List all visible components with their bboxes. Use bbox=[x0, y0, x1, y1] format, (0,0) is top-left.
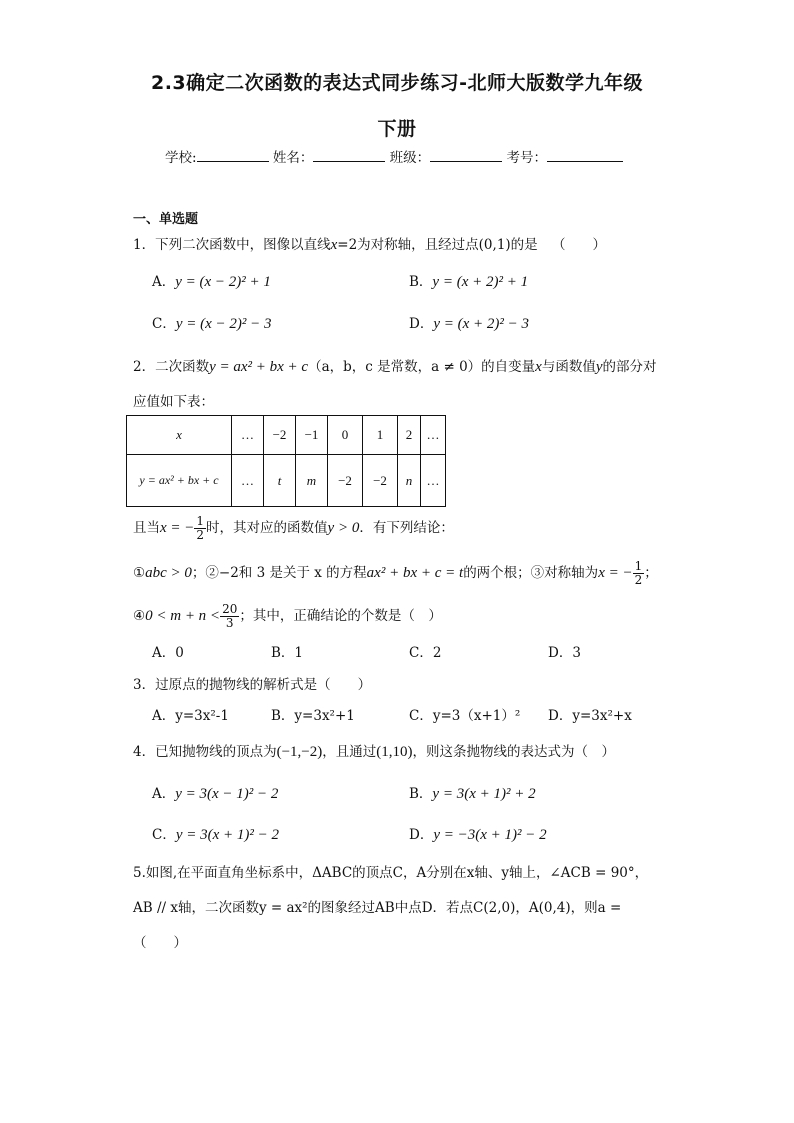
q4-option-b-label: B． bbox=[409, 786, 433, 802]
fraction-numerator: 20 bbox=[222, 602, 238, 616]
q1-option-d-label: D． bbox=[409, 316, 434, 332]
name-label: 姓名： bbox=[272, 150, 314, 166]
table-row-x bbox=[127, 416, 446, 455]
conclusion-2-text: ；②−2和 3 是关于 x 的方程 bbox=[191, 565, 367, 581]
section-heading: 一、单选题 bbox=[133, 212, 199, 227]
conclusion-3-text: 的两个根；③对称轴为 bbox=[463, 565, 599, 581]
q2-stem-text-d: 的部分对 bbox=[602, 359, 657, 375]
q1-option-b-expr: y = (x + 2)² + 1 bbox=[432, 274, 529, 290]
q5-answer-paren: （ ） bbox=[133, 935, 187, 951]
q1-option-c[interactable] bbox=[152, 312, 272, 333]
q2-option-a[interactable]: A．0 bbox=[152, 645, 184, 661]
table-cell: t bbox=[264, 455, 296, 507]
fraction-denominator: 3 bbox=[225, 616, 234, 630]
q4-option-b[interactable] bbox=[409, 782, 536, 803]
q1-option-b-label: B． bbox=[409, 274, 433, 290]
table-cell: … bbox=[232, 416, 264, 455]
q2-cond-x: x = − bbox=[160, 520, 195, 536]
fraction-denominator: 2 bbox=[634, 573, 643, 587]
table-cell: m bbox=[296, 455, 328, 507]
q3-option-c[interactable]: C．y=3（x+1）² bbox=[409, 708, 521, 724]
conclusion-3-x: x = − bbox=[598, 565, 633, 581]
q5-stem-line2: AB // x轴，二次函数y = ax²的图象经过AB中点D．若点C(2,0)，A(0,4)，则a = bbox=[133, 900, 622, 916]
conclusion-1-expr: abc > 0 bbox=[145, 565, 192, 581]
q4-option-d-label: D． bbox=[409, 827, 434, 843]
name-blank[interactable] bbox=[313, 149, 385, 162]
conclusion-3-end: ； bbox=[644, 565, 658, 581]
table-cell: −2 bbox=[363, 455, 398, 507]
student-info-line bbox=[165, 146, 623, 166]
table-header-x: x bbox=[127, 416, 232, 455]
conclusion-4-fraction bbox=[220, 603, 239, 630]
q3-stem: 3．过原点的抛物线的解析式是（ ） bbox=[133, 677, 372, 693]
school-label: 学校: bbox=[165, 150, 197, 166]
fraction-denominator: 2 bbox=[196, 528, 205, 542]
q4-stem-text-b: ，且通过 bbox=[322, 744, 377, 760]
q2-stem-y: y bbox=[595, 359, 603, 375]
table-header-y: y = ax² + bx + c bbox=[127, 455, 232, 507]
q2-stem-text-c: 与函数值 bbox=[541, 359, 596, 375]
exam-no-blank[interactable] bbox=[547, 149, 623, 162]
class-blank[interactable] bbox=[430, 149, 502, 162]
table-cell: −1 bbox=[296, 416, 328, 455]
document-title-line1: 2.3确定二次函数的表达式同步练习-北师大版数学九年级 bbox=[150, 72, 644, 94]
q2-cond-text-a: 且当 bbox=[133, 520, 160, 536]
table-row-y bbox=[127, 455, 446, 507]
q2-stem bbox=[133, 355, 657, 376]
document-title-line2: 下册 bbox=[377, 118, 417, 140]
table-cell: … bbox=[232, 455, 264, 507]
q1-option-d-expr: y = (x + 2)² − 3 bbox=[433, 316, 529, 332]
conclusion-4-expr: 0 < m + n < bbox=[145, 608, 221, 624]
conclusion-4-label: ④ bbox=[133, 608, 146, 624]
q4-option-b-expr: y = 3(x + 1)² + 2 bbox=[432, 786, 536, 802]
q1-option-a-expr: y = (x − 2)² + 1 bbox=[175, 274, 271, 290]
q1-option-a[interactable] bbox=[152, 270, 271, 291]
table-cell: 2 bbox=[398, 416, 421, 455]
fraction-numerator: 1 bbox=[196, 514, 205, 528]
q4-stem bbox=[133, 740, 615, 761]
q4-stem-text-a: 4．已知抛物线的顶点为 bbox=[133, 744, 277, 760]
q2-stem-text-a: 2．二次函数 bbox=[133, 359, 210, 375]
q1-answer-paren: （ ） bbox=[551, 237, 606, 253]
conclusion-2-equation: ax² + bx + c = t bbox=[366, 565, 464, 581]
q1-stem-text-b: =2为对称轴，且经过点(0,1)的是 bbox=[337, 237, 538, 253]
q4-option-a-expr: y = 3(x − 1)² − 2 bbox=[175, 786, 279, 802]
class-label: 班级： bbox=[389, 150, 431, 166]
conclusion-1-label: ① bbox=[133, 565, 146, 581]
q3-option-b[interactable]: B．y=3x²+1 bbox=[271, 708, 355, 724]
q2-stem-x: x bbox=[535, 359, 542, 375]
q4-option-c-label: C． bbox=[152, 827, 176, 843]
q1-option-c-expr: y = (x − 2)² − 3 bbox=[175, 316, 272, 332]
q2-condition bbox=[133, 515, 454, 542]
q1-option-b[interactable] bbox=[409, 270, 528, 291]
conclusion-4-end: ；其中，正确结论的个数是（ ） bbox=[239, 608, 442, 624]
q4-point: (1,10) bbox=[376, 744, 413, 760]
q2-cond-fraction bbox=[194, 515, 206, 542]
conclusion-3-fraction bbox=[633, 560, 645, 587]
fraction-numerator: 1 bbox=[634, 559, 643, 573]
q2-option-c[interactable]: C．2 bbox=[409, 645, 442, 661]
q4-option-a-label: A． bbox=[152, 786, 176, 802]
q4-option-a[interactable] bbox=[152, 782, 278, 803]
school-blank[interactable] bbox=[197, 149, 269, 162]
q4-option-c-expr: y = 3(x + 1)² − 2 bbox=[175, 827, 280, 843]
q2-conclusions-line1 bbox=[133, 560, 658, 587]
q2-conclusions-line2 bbox=[133, 603, 442, 630]
q1-option-a-label: A． bbox=[152, 274, 176, 290]
q2-stem-text-b: （a，b，c 是常数，a ≠ 0）的自变量 bbox=[308, 359, 536, 375]
q4-option-d-expr: y = −3(x + 1)² − 2 bbox=[433, 827, 547, 843]
table-cell: 0 bbox=[328, 416, 363, 455]
table-cell: −2 bbox=[264, 416, 296, 455]
q3-option-a[interactable]: A．y=3x²-1 bbox=[152, 708, 229, 724]
q1-option-c-label: C． bbox=[152, 316, 176, 332]
q2-value-table bbox=[126, 415, 446, 507]
q4-stem-text-c: ，则这条抛物线的表达式为（ ） bbox=[412, 744, 616, 760]
table-cell: 1 bbox=[363, 416, 398, 455]
table-cell: n bbox=[398, 455, 421, 507]
table-cell: −2 bbox=[328, 455, 363, 507]
q2-cond-y: y > 0 bbox=[327, 520, 360, 536]
q2-cond-text-c: ．有下列结论： bbox=[359, 520, 454, 536]
q4-option-c[interactable] bbox=[152, 823, 279, 844]
q5-stem-line1: 5.如图,在平面直角坐标系中，ΔABC的顶点C，A分别在x轴、y轴上，∠ACB = 90°， bbox=[133, 865, 649, 881]
q4-option-d[interactable] bbox=[409, 823, 547, 844]
q4-vertex: (−1,−2) bbox=[276, 744, 323, 760]
q1-stem bbox=[133, 233, 606, 254]
q1-option-d[interactable] bbox=[409, 312, 529, 333]
q2-option-d[interactable]: D．3 bbox=[548, 645, 581, 661]
q1-stem-var: x bbox=[330, 237, 338, 253]
q2-option-b[interactable]: B．1 bbox=[271, 645, 304, 661]
q3-option-d[interactable]: D．y=3x²+x bbox=[548, 708, 632, 724]
table-cell: … bbox=[421, 455, 446, 507]
q2-stem-function: y = ax² + bx + c bbox=[209, 359, 309, 375]
q2-cond-text-b: 时，其对应的函数值 bbox=[206, 520, 328, 536]
exam-no-label: 考号： bbox=[506, 150, 547, 166]
q1-stem-text-a: 1．下列二次函数中，图像以直线 bbox=[133, 237, 331, 253]
q2-stem-line2: 应值如下表： bbox=[133, 394, 214, 410]
table-cell: … bbox=[421, 416, 446, 455]
